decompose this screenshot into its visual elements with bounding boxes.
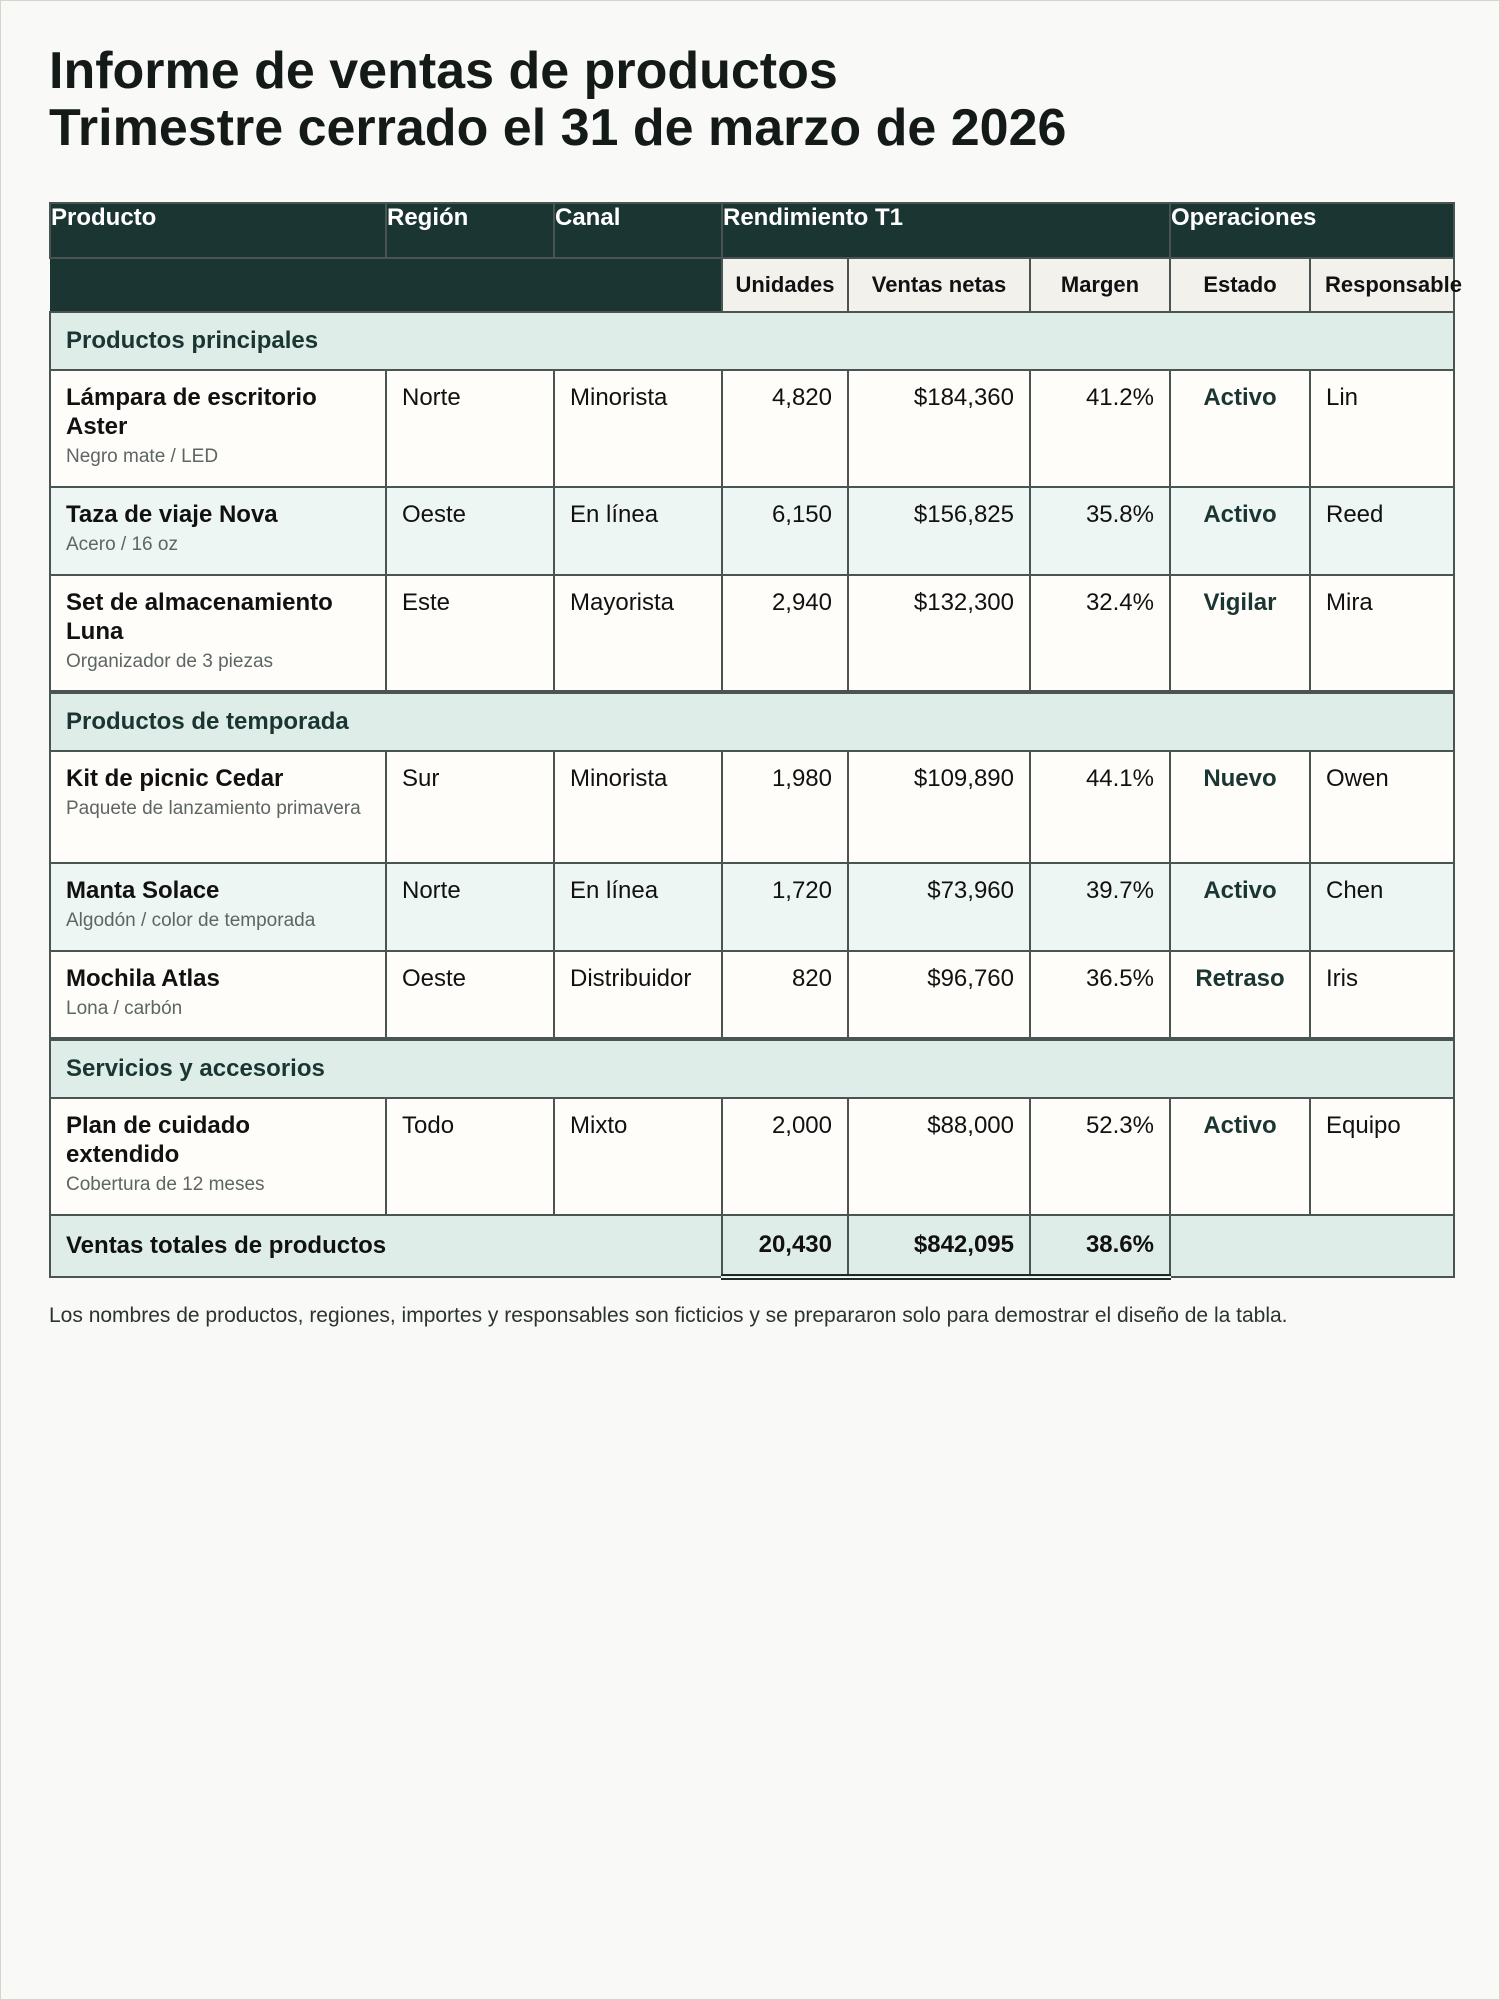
canal-cell: Minorista [554, 370, 722, 487]
product-desc: Negro mate / LED [66, 446, 219, 467]
group-label: Productos de temporada [50, 692, 1454, 751]
canal-cell: Mixto [554, 1098, 722, 1215]
status-badge: Activo [1170, 1098, 1310, 1215]
total-row [50, 1215, 1454, 1277]
responsable-cell: Reed [1310, 487, 1454, 575]
product-cell [50, 487, 386, 575]
unidades-cell: 6,150 [722, 487, 848, 575]
status-badge: Activo [1170, 370, 1310, 487]
col-header-region: Región [386, 203, 554, 258]
report-title-line2: Trimestre cerrado el 31 de marzo de 2026 [49, 99, 1067, 157]
header-filler [50, 258, 386, 312]
responsable-cell: Mira [1310, 575, 1454, 692]
responsable-cell: Iris [1310, 951, 1454, 1039]
region-cell: Todo [386, 1098, 554, 1215]
margen-cell: 35.8% [1030, 487, 1170, 575]
product-desc: Algodón / color de temporada [66, 910, 316, 931]
product-desc: Cobertura de 12 meses [66, 1174, 265, 1195]
ventas-cell: $184,360 [848, 370, 1030, 487]
product-name: Kit de picnic Cedar [66, 765, 284, 792]
group-row [50, 692, 1454, 751]
responsable-cell: Lin [1310, 370, 1454, 487]
total-ventas: $842,095 [848, 1215, 1030, 1277]
unidades-cell: 820 [722, 951, 848, 1039]
region-cell: Oeste [386, 487, 554, 575]
group-row [50, 312, 1454, 370]
product-desc: Acero / 16 oz [66, 534, 178, 555]
status-badge: Nuevo [1170, 751, 1310, 863]
unidades-cell: 1,980 [722, 751, 848, 863]
responsable-cell: Equipo [1310, 1098, 1454, 1215]
ventas-cell: $156,825 [848, 487, 1030, 575]
group-label: Productos principales [50, 312, 1454, 370]
product-name: Taza de viaje Nova [66, 501, 278, 528]
status-badge: Retraso [1170, 951, 1310, 1039]
product-desc: Lona / carbón [66, 998, 183, 1019]
product-cell [50, 863, 386, 951]
total-unidades: 20,430 [722, 1215, 848, 1277]
total-margen: 38.6% [1030, 1215, 1170, 1277]
total-blank [1170, 1215, 1454, 1277]
table-row [50, 863, 1454, 951]
region-cell: Norte [386, 863, 554, 951]
region-cell: Norte [386, 370, 554, 487]
margen-cell: 36.5% [1030, 951, 1170, 1039]
unidades-cell: 1,720 [722, 863, 848, 951]
canal-cell: En línea [554, 863, 722, 951]
region-cell: Sur [386, 751, 554, 863]
table-row [50, 370, 1454, 487]
margen-cell: 52.3% [1030, 1098, 1170, 1215]
margen-cell: 32.4% [1030, 575, 1170, 692]
product-cell [50, 370, 386, 487]
header-row-2 [50, 258, 1454, 312]
col-header-estado: Estado [1170, 258, 1310, 312]
margen-cell: 41.2% [1030, 370, 1170, 487]
table-row [50, 951, 1454, 1039]
header-filler [554, 258, 722, 312]
product-cell [50, 1098, 386, 1215]
col-group-operaciones: Operaciones [1170, 203, 1454, 258]
product-name: Mochila Atlas [66, 965, 220, 992]
total-label: Ventas totales de productos [50, 1215, 722, 1277]
col-header-responsable: Responsable [1310, 258, 1454, 312]
region-cell: Oeste [386, 951, 554, 1039]
margen-cell: 39.7% [1030, 863, 1170, 951]
unidades-cell: 2,000 [722, 1098, 848, 1215]
table-row [50, 751, 1454, 863]
col-header-ventas-netas: Ventas netas [848, 258, 1030, 312]
canal-cell: Mayorista [554, 575, 722, 692]
status-badge: Activo [1170, 863, 1310, 951]
unidades-cell: 4,820 [722, 370, 848, 487]
canal-cell: Minorista [554, 751, 722, 863]
status-badge: Vigilar [1170, 575, 1310, 692]
report-title-line1: Informe de ventas de productos [49, 42, 838, 100]
product-cell [50, 951, 386, 1039]
product-cell [50, 575, 386, 692]
product-cell [50, 751, 386, 863]
col-header-unidades: Unidades [722, 258, 848, 312]
col-group-rendimiento: Rendimiento T1 [722, 203, 1170, 258]
responsable-cell: Chen [1310, 863, 1454, 951]
product-name: Lámpara de escritorio Aster [66, 384, 317, 440]
col-header-margen: Margen [1030, 258, 1170, 312]
table-row [50, 575, 1454, 692]
col-header-producto: Producto [50, 203, 386, 258]
footnote: Los nombres de productos, regiones, importes y responsables son ficticios y se prepararon solo para demostrar el diseño de la tabla. [49, 1304, 1288, 1327]
ventas-cell: $88,000 [848, 1098, 1030, 1215]
product-desc: Paquete de lanzamiento primavera [66, 798, 361, 819]
sales-table [49, 202, 1462, 1280]
col-header-canal: Canal [554, 203, 722, 258]
margen-cell: 44.1% [1030, 751, 1170, 863]
ventas-cell: $109,890 [848, 751, 1030, 863]
table-row [50, 487, 1454, 575]
product-name: Set de almacenamiento Luna [66, 589, 333, 645]
responsable-cell: Owen [1310, 751, 1454, 863]
canal-cell: En línea [554, 487, 722, 575]
table-row [50, 1098, 1454, 1215]
group-row [50, 1039, 1454, 1098]
product-desc: Organizador de 3 piezas [66, 651, 274, 672]
canal-cell: Distribuidor [554, 951, 722, 1039]
unidades-cell: 2,940 [722, 575, 848, 692]
ventas-cell: $96,760 [848, 951, 1030, 1039]
header-row-1 [50, 203, 1454, 258]
header-filler [386, 258, 554, 312]
status-badge: Activo [1170, 487, 1310, 575]
product-name: Plan de cuidado extendido [66, 1112, 251, 1168]
ventas-cell: $132,300 [848, 575, 1030, 692]
group-label: Servicios y accesorios [50, 1039, 1454, 1098]
report-title [49, 43, 1066, 157]
ventas-cell: $73,960 [848, 863, 1030, 951]
region-cell: Este [386, 575, 554, 692]
product-name: Manta Solace [66, 877, 220, 904]
